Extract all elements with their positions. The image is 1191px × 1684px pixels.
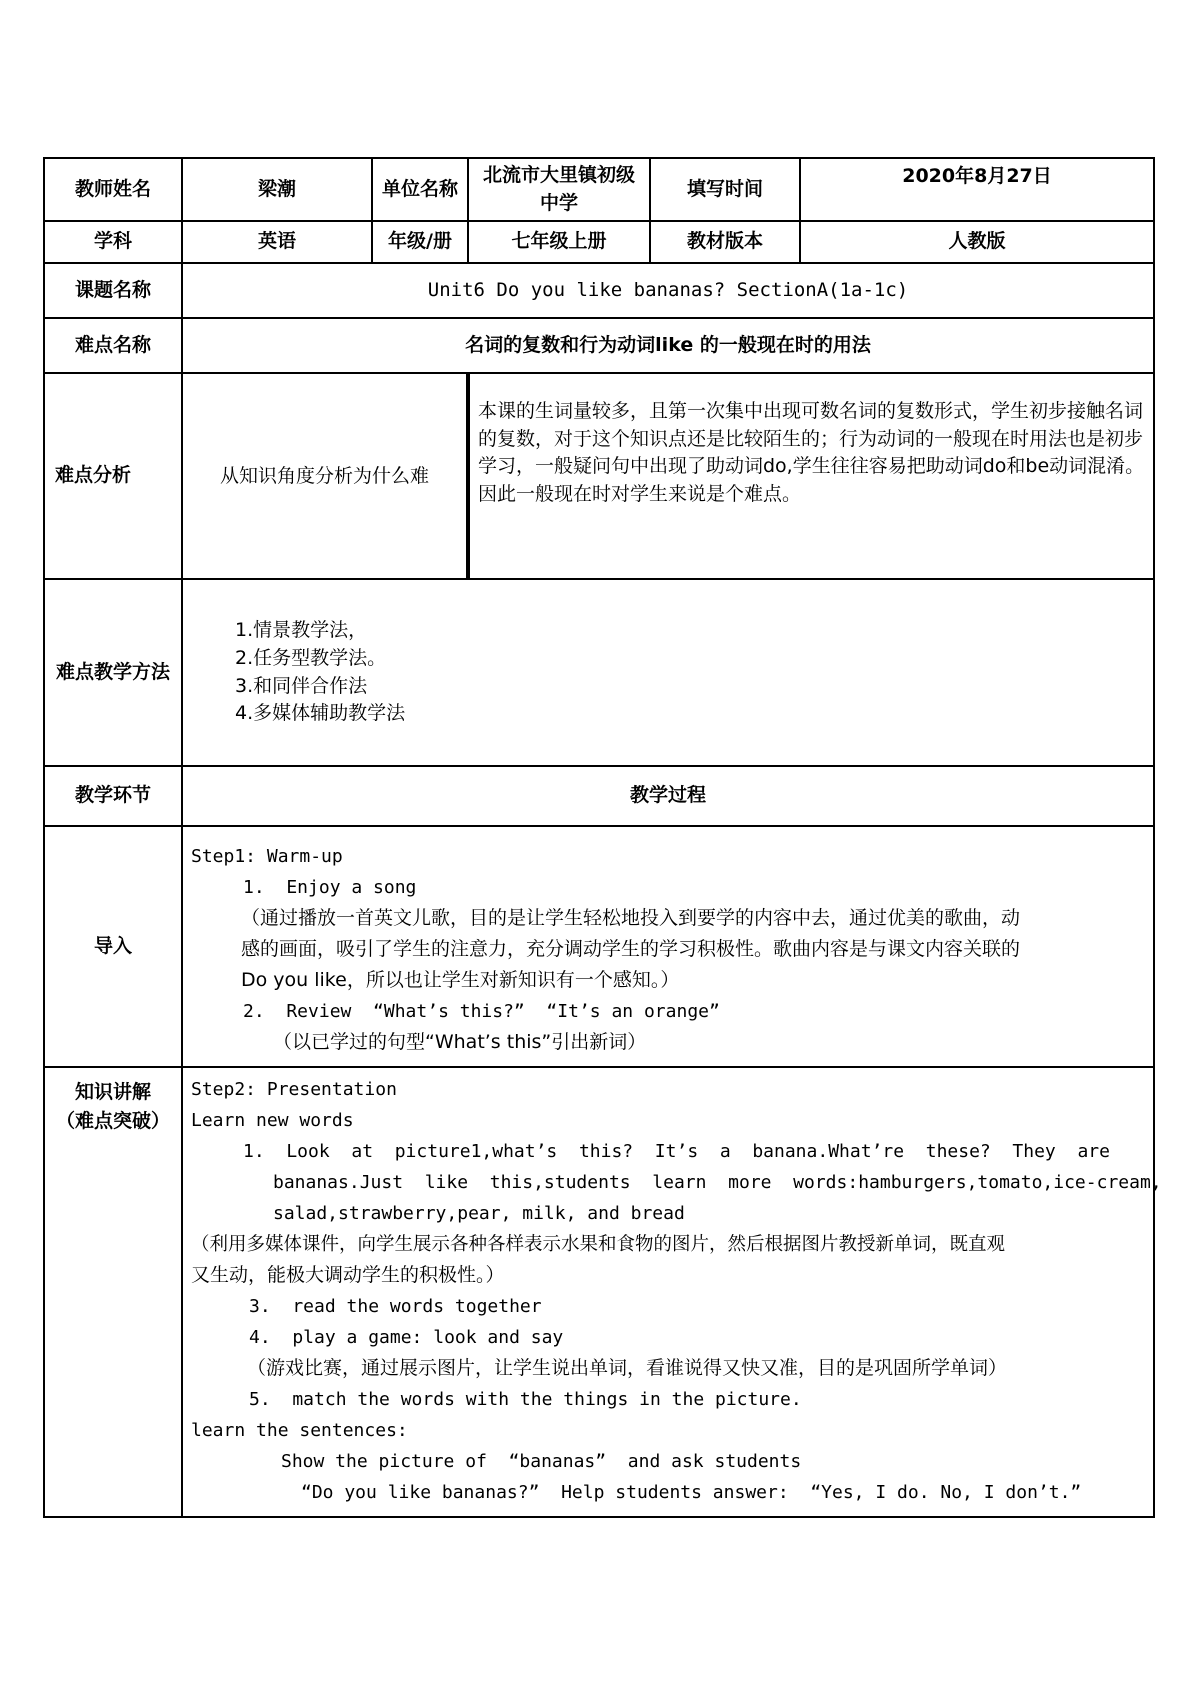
intro-line: 2. Review “What’s this?” “It’s an orange” [243, 1001, 720, 1022]
knowledge-line: 1. Look at picture1,what’s this? It’s a banana.What’re these? They are [243, 1141, 1110, 1162]
knowledge-line: 又生动，能极大调动学生的积极性。） [191, 1264, 505, 1286]
subject-value: 英语 [182, 221, 372, 263]
intro-line: 1. Enjoy a song [243, 877, 417, 898]
knowledge-line: salad,strawberry,pear, milk, and bread [273, 1203, 685, 1224]
knowledge-line: learn the sentences: [191, 1420, 408, 1441]
teacher-name-label: 教师姓名 [44, 158, 182, 221]
intro-line: （以已学过的句型“What’s this”引出新词） [273, 1031, 647, 1053]
knowledge-line: 5. match the words with the things in the picture. [249, 1389, 802, 1410]
knowledge-line: 3. read the words together [249, 1296, 542, 1317]
subject-label: 学科 [44, 221, 182, 263]
knowledge-line: Step2: Presentation [191, 1079, 397, 1100]
knowledge-label [44, 1067, 182, 1517]
analysis-row [44, 373, 1154, 579]
topic-value: Unit6 Do you like bananas? SectionA(1a-1c) [182, 263, 1154, 318]
intro-line: Do you like，所以也让学生对新知识有一个感知。） [241, 969, 680, 991]
knowledge-line: 4. play a game: look and say [249, 1327, 564, 1348]
intro-line: Step1: Warm-up [191, 846, 343, 867]
knowledge-line: bananas.Just like this,students learn more words:hamburgers,tomato,ice-cream, [273, 1172, 1162, 1193]
info-row-2 [44, 221, 1154, 263]
lesson-plan-table [43, 157, 1162, 1518]
topic-row [44, 263, 1154, 318]
intro-content [182, 826, 1154, 1067]
unit-name-label: 单位名称 [372, 158, 468, 221]
difficulty-row [44, 318, 1154, 373]
edition-value: 人教版 [800, 221, 1154, 263]
edition-label: 教材版本 [650, 221, 800, 263]
unit-name-value: 北流市大里镇初级中学 [468, 158, 650, 221]
process-header-row [44, 766, 1154, 826]
knowledge-line: （游戏比赛，通过展示图片，让学生说出单词，看谁说得又快又准，目的是巩固所学单词） [247, 1357, 1008, 1379]
analysis-text: 本课的生词量较多，且第一次集中出现可数名词的复数形式，学生初步接触名词的复数，对于这个知识点还是比较陌生的；行为动词的一般现在时用法也是初步学习，一般疑问句中出现了助动词do,学生往往容易把助动词do和be动词混淆。因此一般现在时对学生来说是个难点。 [468, 373, 1154, 579]
difficulty-value: 名词的复数和行为动词like 的一般现在时的用法 [182, 318, 1154, 373]
methods-label: 难点教学方法 [44, 579, 182, 766]
analysis-sub-label: 从知识角度分析为什么难 [182, 373, 468, 579]
fill-date-label: 填写时间 [650, 158, 800, 221]
analysis-label: 难点分析 [44, 373, 182, 579]
method-item: 2.任务型教学法。 [235, 646, 387, 669]
teacher-name-value: 梁潮 [182, 158, 372, 221]
fill-date-value: 2020年8月27日 [800, 158, 1154, 221]
difficulty-label: 难点名称 [44, 318, 182, 373]
info-row-1 [44, 158, 1154, 221]
methods-row [44, 579, 1154, 766]
knowledge-line: Show the picture of “bananas” and ask students [281, 1451, 802, 1472]
process-stage-label: 教学环节 [44, 766, 182, 826]
knowledge-content [182, 1067, 1162, 1517]
knowledge-line: Learn new words [191, 1110, 354, 1131]
knowledge-label-line-1: 知识讲解 [74, 1081, 151, 1103]
method-item: 4.多媒体辅助教学法 [235, 702, 406, 725]
intro-label: 导入 [44, 826, 182, 1067]
process-label: 教学过程 [182, 766, 1154, 826]
topic-label: 课题名称 [44, 263, 182, 318]
intro-line: 感的画面，吸引了学生的注意力，充分调动学生的学习积极性。歌曲内容是与课文内容关联的 [241, 938, 1021, 960]
grade-label: 年级/册 [372, 221, 468, 263]
knowledge-label-line-2: （难点突破） [55, 1109, 170, 1132]
intro-line: （通过播放一首英文儿歌，目的是让学生轻松地投入到要学的内容中去，通过优美的歌曲，动 [241, 907, 1021, 929]
knowledge-line: （利用多媒体课件，向学生展示各种各样表示水果和食物的图片，然后根据图片教授新单词，既直观 [191, 1234, 1006, 1255]
knowledge-row [44, 1067, 1154, 1517]
methods-list [182, 579, 1154, 766]
method-item: 1.情景教学法， [235, 619, 368, 642]
intro-row [44, 826, 1154, 1067]
method-item: 3.和同伴合作法 [235, 674, 368, 697]
knowledge-line: “Do you like bananas?” Help students answer: “Yes, I do. No, I don’t.” [301, 1482, 1082, 1503]
grade-value: 七年级上册 [468, 221, 650, 263]
